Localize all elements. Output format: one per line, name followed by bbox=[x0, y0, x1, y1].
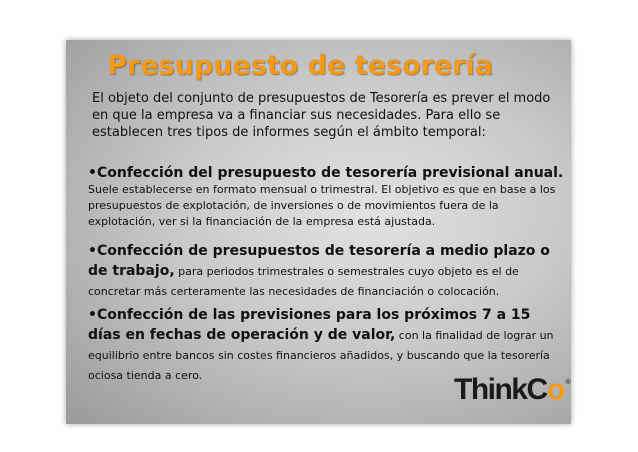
bullet-heading bbox=[88, 164, 566, 182]
slide bbox=[66, 40, 571, 424]
bullet-heading-text: Confección del presupuesto de tesorería previsional anual. bbox=[96, 165, 564, 181]
registered-mark: ® bbox=[564, 378, 571, 386]
bullet-short-term-forecast bbox=[88, 304, 566, 384]
bullet-heading-text: Confección de las previsiones para los próximos 7 a 15 días en fechas de operación y de valor, bbox=[88, 307, 531, 343]
bullet-marker: • bbox=[88, 243, 97, 259]
logo-text-accent: o bbox=[546, 373, 564, 406]
bullet-heading-text: Confección de presupuestos de tesorería a medio plazo o de trabajo, bbox=[88, 243, 550, 279]
thinkco-logo bbox=[454, 373, 571, 407]
bullet-annual-budget bbox=[88, 164, 566, 230]
logo-wordmark bbox=[454, 373, 564, 407]
bullet-body: para periodos trimestrales o semestrales cuyo objeto es el de concretar más certeramente las necesidades de financiación o colocación. bbox=[88, 265, 519, 298]
bullet-marker: • bbox=[88, 307, 97, 323]
bullet-medium-term-budget bbox=[88, 240, 566, 300]
bullet-marker: • bbox=[88, 165, 97, 181]
bullet-body: Suele establecerse en formato mensual o trimestral. El objetivo es que en base a los presupuestos de explotación, de inversiones o de movimientos fuera de la explotación, ver si la financiación de la empresa está ajustada. bbox=[88, 183, 556, 228]
logo-text-main: ThinkC bbox=[454, 373, 547, 406]
bullet-body: con la finalidad de lograr un equilibrio entre bancos sin costes financieros añadidos, y buscando que la tesorería ociosa tienda a cero. bbox=[88, 329, 554, 382]
slide-title: Presupuesto de tesorería bbox=[107, 50, 493, 81]
intro-paragraph: El objeto del conjunto de presupuestos de Tesorería es prever el modo en que la empresa va a financiar sus necesidades. Para ello se establecen tres tipos de informes según el ámbito temporal: bbox=[92, 91, 551, 140]
